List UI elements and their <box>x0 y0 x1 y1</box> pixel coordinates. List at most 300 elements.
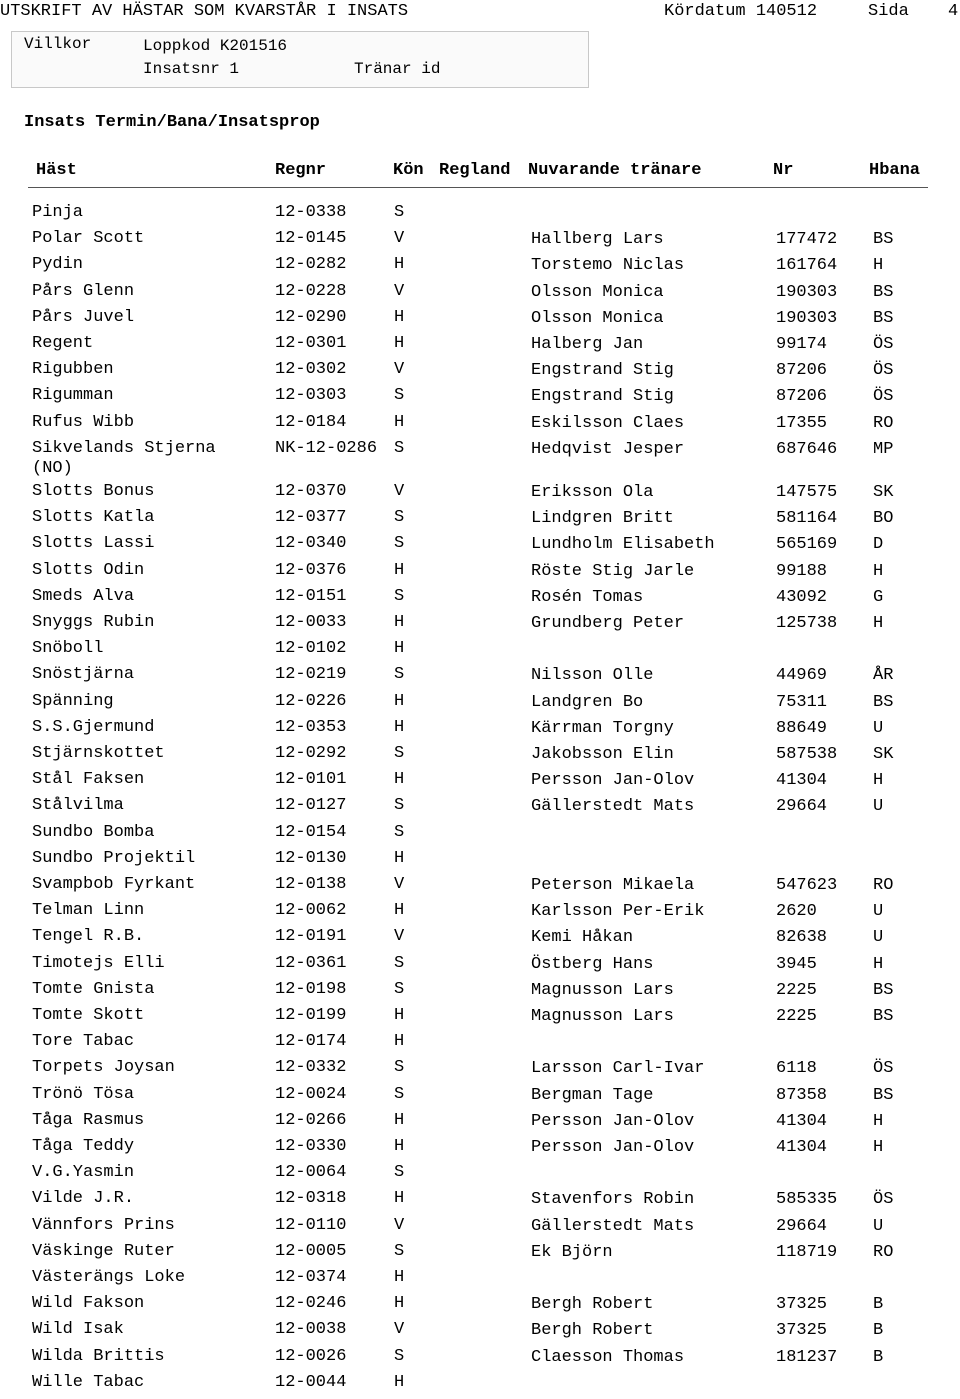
current-trainer: Lindgren Britt <box>531 509 674 529</box>
sex: S <box>394 508 405 528</box>
horse-name: Tengel R.B. <box>32 927 145 947</box>
section-title: Insats Termin/Bana/Insatsprop <box>24 113 320 132</box>
horse-name: Wille Tabac <box>32 1372 145 1392</box>
sex: S <box>394 1163 405 1183</box>
sex: H <box>394 901 405 921</box>
horse-name: Sikvelands Stjerna <box>32 438 216 458</box>
sex: H <box>394 1110 405 1130</box>
registration-number: 12-0130 <box>275 848 347 868</box>
registration-number: 12-0376 <box>275 560 347 580</box>
horse-name: Snöstjärna <box>32 665 135 685</box>
trainer-number: 29664 <box>776 1216 828 1236</box>
home-track: H <box>873 256 884 276</box>
registration-number: 12-0370 <box>275 482 347 501</box>
table-row <box>0 438 960 478</box>
sex: H <box>394 1137 405 1156</box>
trainer-number: 43092 <box>776 587 828 607</box>
registration-number: 12-0226 <box>275 691 347 711</box>
sex: S <box>394 744 405 763</box>
sex: H <box>394 613 405 632</box>
table-row <box>0 692 960 718</box>
home-track: ÅR <box>873 666 894 686</box>
home-track: U <box>873 928 884 948</box>
home-track: RO <box>873 876 894 895</box>
sex: V <box>394 229 405 249</box>
sex: H <box>394 848 405 868</box>
table-row <box>0 1216 960 1242</box>
current-trainer: Persson Jan-Olov <box>531 1111 695 1131</box>
horse-name: Telman Linn <box>32 901 145 921</box>
registration-number: 12-0102 <box>275 639 347 659</box>
horse-name: Vännfors Prins <box>32 1215 175 1235</box>
sex: S <box>394 1241 405 1261</box>
registration-number: 12-0318 <box>275 1189 347 1209</box>
horse-name: Västerängs Loke <box>32 1268 186 1287</box>
registration-number: 12-0303 <box>275 386 347 406</box>
home-track: U <box>873 797 884 817</box>
horse-name: Stål Faksen <box>32 770 145 790</box>
home-track: ÖS <box>873 335 894 354</box>
current-trainer: Peterson Mikaela <box>531 876 695 895</box>
trainer-number: 190303 <box>776 308 838 328</box>
horse-name: Rufus Wibb <box>32 412 135 432</box>
race-code: Loppkod K201516 <box>143 37 288 55</box>
sex: H <box>394 334 405 353</box>
horse-name: Timotejs Elli <box>32 953 165 973</box>
horse-name: Slotts Lassi <box>32 534 155 554</box>
trainer-number: 547623 <box>776 876 838 895</box>
current-trainer: Eskilsson Claes <box>531 413 685 433</box>
trainer-number: 585335 <box>776 1190 838 1210</box>
horse-name: Väskinge Ruter <box>32 1241 175 1261</box>
page-label: Sida <box>868 2 909 21</box>
table-row <box>0 308 960 334</box>
trainer-number: 177472 <box>776 230 838 250</box>
horse-name: Snyggs Rubin <box>32 613 155 632</box>
registration-number: 12-0038 <box>275 1320 347 1340</box>
table-row <box>0 1058 960 1084</box>
table-row <box>0 1320 960 1346</box>
sex: S <box>394 822 405 842</box>
horse-name: Pårs Juvel <box>32 307 135 327</box>
sex: S <box>394 534 405 554</box>
registration-number: NK-12-0286 <box>275 438 378 458</box>
table-row <box>0 255 960 281</box>
current-trainer: Kemi Håkan <box>531 928 634 948</box>
table-row <box>0 639 960 665</box>
home-track: BS <box>873 980 894 1000</box>
current-trainer: Bergh Robert <box>531 1321 654 1341</box>
registration-number: 12-0340 <box>275 534 347 554</box>
sex: H <box>394 691 405 711</box>
horse-name: Slotts Odin <box>32 560 145 580</box>
horse-name: Trönö Tösa <box>32 1084 135 1104</box>
table-row <box>0 823 960 849</box>
trainer-number: 2225 <box>776 980 817 1000</box>
trainer-number: 17355 <box>776 413 828 433</box>
table-row <box>0 282 960 308</box>
trainer-number: 118719 <box>776 1242 838 1262</box>
current-trainer: Larsson Carl-Ivar <box>531 1059 705 1079</box>
table-row <box>0 1006 960 1032</box>
column-header-home-track: Hbana <box>869 161 921 180</box>
home-track: U <box>873 718 884 738</box>
table-row <box>0 534 960 560</box>
table-row <box>0 229 960 255</box>
trainer-number: 587538 <box>776 745 838 764</box>
registration-number: 12-0219 <box>275 665 347 685</box>
registration-number: 12-0151 <box>275 586 347 606</box>
trainer-number: 41304 <box>776 771 828 791</box>
horse-name: Sundbo Projektil <box>32 848 196 868</box>
registration-number: 12-0330 <box>275 1137 347 1156</box>
horse-name: Slotts Bonus <box>32 482 155 501</box>
sex: S <box>394 665 405 685</box>
horse-name: Tomte Skott <box>32 1006 145 1025</box>
home-track: BS <box>873 692 894 712</box>
sex: H <box>394 1189 405 1209</box>
sex: V <box>394 482 405 501</box>
registration-number: 12-0353 <box>275 717 347 737</box>
registration-number: 12-0282 <box>275 255 347 275</box>
table-row <box>0 1242 960 1268</box>
current-trainer: Persson Jan-Olov <box>531 1138 695 1157</box>
registration-number: 12-0062 <box>275 901 347 921</box>
home-track: B <box>873 1347 884 1367</box>
conditions-label: Villkor <box>24 35 92 53</box>
table-row <box>0 927 960 953</box>
home-track: BS <box>873 1085 894 1105</box>
home-track: MP <box>873 439 894 459</box>
current-trainer: Halberg Jan <box>531 335 644 354</box>
registration-number: 12-0301 <box>275 334 347 353</box>
registration-number: 12-0191 <box>275 927 347 947</box>
trainer-number: 3945 <box>776 954 817 974</box>
conditions-box <box>11 31 589 88</box>
current-trainer: Persson Jan-Olov <box>531 771 695 791</box>
table-row <box>0 1111 960 1137</box>
table-row <box>0 1032 960 1058</box>
trainer-number: 99174 <box>776 335 828 354</box>
trainer-number: 41304 <box>776 1138 828 1157</box>
trainer-number: 181237 <box>776 1347 838 1367</box>
trainer-number: 161764 <box>776 256 838 276</box>
sex: V <box>394 281 405 301</box>
table-row <box>0 1294 960 1320</box>
sex: S <box>394 1058 405 1078</box>
trainer-number: 2225 <box>776 1007 817 1026</box>
trainer-number: 147575 <box>776 483 838 502</box>
trainer-id: Tränar id <box>354 60 441 78</box>
home-track: ÖS <box>873 387 894 407</box>
current-trainer: Engstrand Stig <box>531 361 674 381</box>
entry-number: Insatsnr 1 <box>143 60 240 78</box>
trainer-number: 87358 <box>776 1085 828 1105</box>
horse-name: Torpets Joysan <box>32 1058 175 1078</box>
horse-name: Wild Fakson <box>32 1294 145 1314</box>
trainer-number: 87206 <box>776 387 828 407</box>
registration-number: 12-0026 <box>275 1346 347 1366</box>
table-row <box>0 482 960 508</box>
trainer-number: 37325 <box>776 1295 828 1315</box>
current-trainer: Claesson Thomas <box>531 1347 685 1367</box>
home-track: RO <box>873 1242 894 1262</box>
column-header-regnr: Regnr <box>275 161 327 180</box>
home-track: BS <box>873 282 894 302</box>
registration-number: 12-0033 <box>275 613 347 632</box>
trainer-number: 99188 <box>776 561 828 581</box>
column-header-nr: Nr <box>773 161 794 180</box>
horse-name: V.G.Yasmin <box>32 1163 135 1183</box>
table-row <box>0 1137 960 1163</box>
registration-number: 12-0064 <box>275 1163 347 1183</box>
registration-number: 12-0044 <box>275 1372 347 1392</box>
sex: V <box>394 927 405 947</box>
horse-name: Tomte Gnista <box>32 979 155 999</box>
horse-name: Rigubben <box>32 360 114 380</box>
table-row <box>0 413 960 439</box>
registration-number: 12-0290 <box>275 307 347 327</box>
column-header-country: Regland <box>439 161 511 180</box>
home-track: BO <box>873 509 894 529</box>
current-trainer: Rosén Tomas <box>531 587 644 607</box>
horse-name-country: (NO) <box>32 458 73 478</box>
trainer-number: 581164 <box>776 509 838 529</box>
trainer-number: 37325 <box>776 1321 828 1341</box>
current-trainer: Röste Stig Jarle <box>531 561 695 581</box>
current-trainer: Olsson Monica <box>531 282 664 302</box>
current-trainer: Grundberg Peter <box>531 614 685 633</box>
table-row <box>0 980 960 1006</box>
header-divider <box>28 187 928 188</box>
registration-number: 12-0338 <box>275 203 347 222</box>
horse-name: Smeds Alva <box>32 586 135 606</box>
horse-name: Pydin <box>32 255 84 275</box>
table-row <box>0 334 960 360</box>
horse-name: Tåga Teddy <box>32 1137 135 1156</box>
sex: H <box>394 255 405 275</box>
current-trainer: Ek Björn <box>531 1242 613 1262</box>
current-trainer: Gällerstedt Mats <box>531 1216 695 1236</box>
registration-number: 12-0228 <box>275 281 347 301</box>
current-trainer: Östberg Hans <box>531 954 654 974</box>
table-row <box>0 1163 960 1189</box>
table-row <box>0 613 960 639</box>
registration-number: 12-0174 <box>275 1032 347 1052</box>
home-track: D <box>873 535 884 555</box>
table-row <box>0 796 960 822</box>
home-track: ÖS <box>873 1190 894 1210</box>
home-track: ÖS <box>873 361 894 381</box>
current-trainer: Hallberg Lars <box>531 230 664 250</box>
table-row <box>0 744 960 770</box>
sex: H <box>394 560 405 580</box>
run-date: Kördatum 140512 <box>664 2 818 21</box>
sex: S <box>394 953 405 973</box>
trainer-number: 82638 <box>776 928 828 948</box>
current-trainer: Torstemo Niclas <box>531 256 685 276</box>
registration-number: 12-0101 <box>275 770 347 790</box>
home-track: BS <box>873 308 894 328</box>
sex: H <box>394 639 405 659</box>
registration-number: 12-0377 <box>275 508 347 528</box>
trainer-number: 29664 <box>776 797 828 817</box>
horse-name: S.S.Gjermund <box>32 717 155 737</box>
sex: V <box>394 360 405 380</box>
home-track: H <box>873 561 884 581</box>
sex: H <box>394 1032 405 1052</box>
sex: H <box>394 307 405 327</box>
column-header-horse: Häst <box>36 161 77 180</box>
home-track: ÖS <box>873 1059 894 1079</box>
current-trainer: Karlsson Per-Erik <box>531 902 705 922</box>
home-track: H <box>873 1111 884 1131</box>
report-title: UTSKRIFT AV HÄSTAR SOM KVARSTÅR I INSATS <box>0 2 409 21</box>
table-row <box>0 770 960 796</box>
table-row <box>0 665 960 691</box>
sex: S <box>394 796 405 816</box>
table-row <box>0 1373 960 1399</box>
sex: S <box>394 1084 405 1104</box>
horse-name: Snöboll <box>32 639 104 659</box>
registration-number: 12-0005 <box>275 1241 347 1261</box>
table-row <box>0 561 960 587</box>
trainer-number: 41304 <box>776 1111 828 1131</box>
current-trainer: Jakobsson Elin <box>531 745 674 764</box>
trainer-number: 125738 <box>776 614 838 633</box>
current-trainer: Olsson Monica <box>531 308 664 328</box>
trainer-number: 687646 <box>776 439 838 459</box>
trainer-number: 44969 <box>776 666 828 686</box>
table-row <box>0 901 960 927</box>
horse-name: Pinja <box>32 203 84 222</box>
sex: S <box>394 1346 405 1366</box>
registration-number: 12-0374 <box>275 1268 347 1287</box>
table-row <box>0 1268 960 1294</box>
registration-number: 12-0332 <box>275 1058 347 1078</box>
current-trainer: Engstrand Stig <box>531 387 674 407</box>
column-header-sex: Kön <box>393 161 424 180</box>
home-track: U <box>873 1216 884 1236</box>
current-trainer: Gällerstedt Mats <box>531 797 695 817</box>
current-trainer: Landgren Bo <box>531 692 644 712</box>
current-trainer: Magnusson Lars <box>531 1007 674 1026</box>
home-track: H <box>873 1138 884 1157</box>
sex: S <box>394 203 405 222</box>
registration-number: 12-0266 <box>275 1110 347 1130</box>
sex: H <box>394 412 405 432</box>
home-track: B <box>873 1321 884 1341</box>
home-track: H <box>873 614 884 633</box>
sex: H <box>394 1006 405 1025</box>
sex: H <box>394 1372 405 1392</box>
horse-name: Wild Isak <box>32 1320 124 1340</box>
current-trainer: Bergman Tage <box>531 1085 654 1105</box>
home-track: SK <box>873 483 894 502</box>
horse-name: Stålvilma <box>32 796 124 816</box>
home-track: RO <box>873 413 894 433</box>
horse-name: Tore Tabac <box>32 1032 135 1052</box>
horse-name: Tåga Rasmus <box>32 1110 145 1130</box>
table-row <box>0 360 960 386</box>
table-row <box>0 386 960 412</box>
trainer-number: 2620 <box>776 902 817 922</box>
sex: S <box>394 438 405 458</box>
sex: V <box>394 1215 405 1235</box>
table-row <box>0 587 960 613</box>
home-track: BS <box>873 230 894 250</box>
sex: H <box>394 1268 405 1287</box>
registration-number: 12-0198 <box>275 979 347 999</box>
sex: V <box>394 875 405 894</box>
registration-number: 12-0127 <box>275 796 347 816</box>
registration-number: 12-0302 <box>275 360 347 380</box>
trainer-number: 75311 <box>776 692 828 712</box>
sex: S <box>394 979 405 999</box>
current-trainer: Hedqvist Jesper <box>531 439 685 459</box>
horse-name: Pårs Glenn <box>32 281 135 301</box>
current-trainer: Magnusson Lars <box>531 980 674 1000</box>
current-trainer: Stavenfors Robin <box>531 1190 695 1210</box>
home-track: G <box>873 587 884 607</box>
horse-name: Rigumman <box>32 386 114 406</box>
table-row <box>0 203 960 229</box>
sex: V <box>394 1320 405 1340</box>
sex: H <box>394 1294 405 1314</box>
horse-name: Sundbo Bomba <box>32 822 155 842</box>
horse-name: Stjärnskottet <box>32 744 165 763</box>
sex: S <box>394 386 405 406</box>
current-trainer: Bergh Robert <box>531 1295 654 1315</box>
sex: H <box>394 717 405 737</box>
table-row <box>0 1189 960 1215</box>
home-track: B <box>873 1295 884 1315</box>
home-track: H <box>873 771 884 791</box>
registration-number: 12-0184 <box>275 412 347 432</box>
horse-name: Wilda Brittis <box>32 1346 165 1366</box>
table-row <box>0 1085 960 1111</box>
trainer-number: 87206 <box>776 361 828 381</box>
registration-number: 12-0024 <box>275 1084 347 1104</box>
current-trainer: Eriksson Ola <box>531 483 654 502</box>
current-trainer: Lundholm Elisabeth <box>531 535 715 555</box>
registration-number: 12-0292 <box>275 744 347 763</box>
sex: S <box>394 586 405 606</box>
horse-name: Slotts Katla <box>32 508 155 528</box>
registration-number: 12-0110 <box>275 1215 347 1235</box>
column-header-trainer: Nuvarande tränare <box>528 161 702 180</box>
table-row <box>0 718 960 744</box>
registration-number: 12-0138 <box>275 875 347 894</box>
trainer-number: 190303 <box>776 282 838 302</box>
current-trainer: Kärrman Torgny <box>531 718 674 738</box>
trainer-number: 565169 <box>776 535 838 555</box>
trainer-number: 6118 <box>776 1059 817 1079</box>
horse-name: Svampbob Fyrkant <box>32 875 196 894</box>
table-row <box>0 954 960 980</box>
registration-number: 12-0199 <box>275 1006 347 1025</box>
current-trainer: Nilsson Olle <box>531 666 654 686</box>
registration-number: 12-0246 <box>275 1294 347 1314</box>
sex: H <box>394 770 405 790</box>
registration-number: 12-0145 <box>275 229 347 249</box>
horse-name: Vilde J.R. <box>32 1189 135 1209</box>
registration-number: 12-0361 <box>275 953 347 973</box>
table-row <box>0 849 960 875</box>
horse-name: Regent <box>32 334 94 353</box>
page-number: 4 <box>948 2 959 21</box>
registration-number: 12-0154 <box>275 822 347 842</box>
